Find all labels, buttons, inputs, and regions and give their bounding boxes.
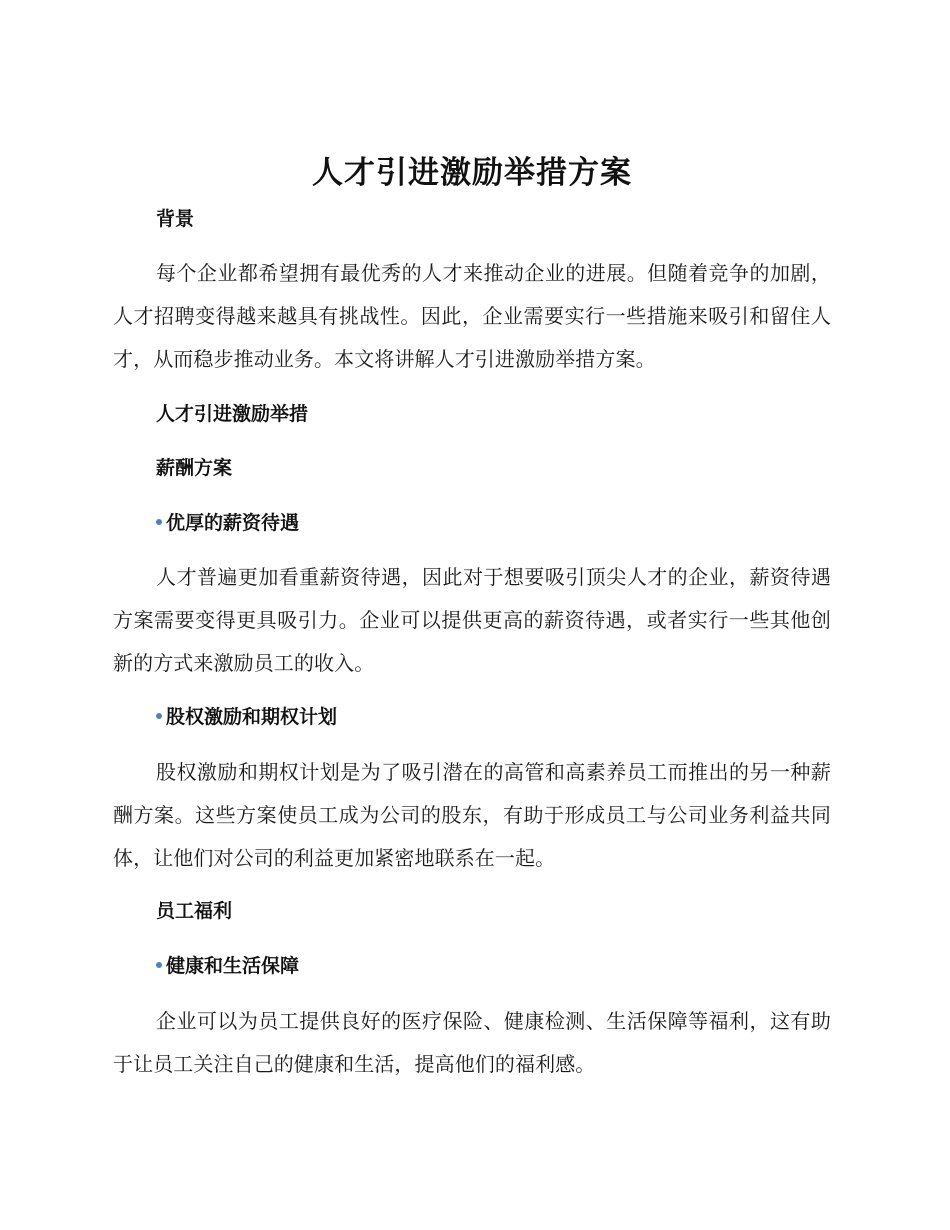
bullet-heading-health (156, 951, 299, 981)
bullet-icon (156, 519, 162, 525)
section-heading-measures: 人才引进激励举措 (156, 403, 309, 425)
paragraph-background: 每个企业都希望拥有最优秀的人才来推动企业的进展。但随着竞争的加剧，人才招聘变得越来越具有挑战性。因此，企业需要实行一些措施来吸引和留住人才，从而稳步推动业务。本文将讲解人才引进激励举措方案。 (113, 261, 831, 371)
section-heading-salary: 薪酬方案 (156, 457, 233, 479)
bullet-heading-equity (156, 702, 337, 732)
bullet-heading-label: 健康和生活保障 (166, 955, 300, 977)
bullet-heading-salary-pay (156, 508, 299, 538)
paragraph-health: 企业可以为员工提供良好的医疗保险、健康检测、生活保障等福利，这有助于让员工关注自己的健康和生活，提高他们的福利感。 (113, 1009, 831, 1076)
bullet-heading-label: 股权激励和期权计划 (166, 706, 338, 728)
document-title: 人才引进激励举措方案 (312, 155, 632, 191)
paragraph-equity: 股权激励和期权计划是为了吸引潜在的高管和高素养员工而推出的另一种薪酬方案。这些方案使员工成为公司的股东，有助于形成员工与公司业务利益共同体，让他们对公司的利益更加紧密地联系在一起。 (113, 760, 831, 870)
bullet-icon (156, 962, 162, 968)
bullet-heading-label: 优厚的薪资待遇 (166, 512, 300, 534)
section-heading-background: 背景 (156, 208, 195, 230)
paragraph-salary-pay: 人才普遍更加看重薪资待遇，因此对于想要吸引顶尖人才的企业，薪资待遇方案需要变得更具吸引力。企业可以提供更高的薪资待遇，或者实行一些其他创新的方式来激励员工的收入。 (113, 565, 831, 675)
bullet-icon (156, 713, 162, 719)
section-heading-welfare: 员工福利 (156, 900, 233, 922)
